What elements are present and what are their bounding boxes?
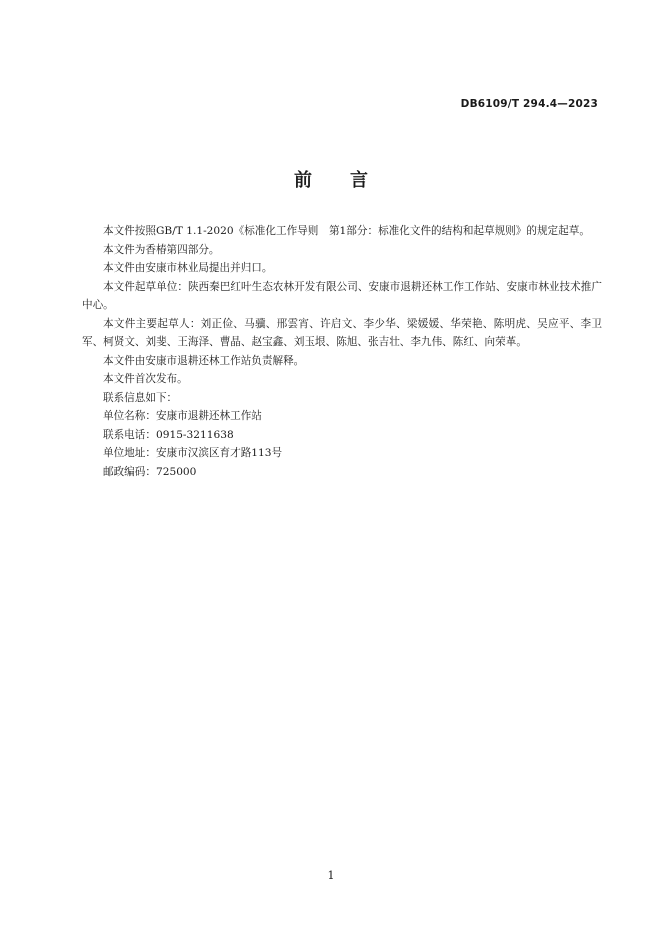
document-code: DB6109/T 294.4—2023	[460, 98, 598, 110]
paragraph-first-release: 本文件首次发布。	[103, 373, 188, 385]
paragraph-drafting-basis: 本文件按照GB/T 1.1-2020《标准化工作导则 第1部分：标准化文件的结构和起草规则》的规定起草。	[103, 225, 590, 237]
paragraph-part: 本文件为香椿第四部分。	[103, 243, 220, 256]
paragraph-proposer: 本文件由安康市林业局提出并归口。	[103, 262, 273, 274]
paragraph-contact-intro: 联系信息如下：	[103, 391, 178, 404]
paragraph-drafting-units: 本文件起草单位：陕西秦巴红叶生态农林开发有限公司、安康市退耕还林工作工作站、安康市林业技术推广中心。	[82, 280, 602, 311]
title-char-2: 言	[350, 170, 368, 191]
paragraph-drafters: 本文件主要起草人：刘正俭、马骥、邢雲宵、许启文、李少华、梁媛媛、华荣艳、陈明虎、吴应平、李卫军、柯贤文、刘斐、王海泽、曹晶、赵宝鑫、刘玉垠、陈旭、张吉壮、李九伟、陈红、向荣革。	[82, 317, 602, 348]
title-char-1: 前	[294, 170, 312, 191]
contact-address: 单位地址：安康市汉滨区育才路113号	[103, 447, 283, 459]
page-number: 1	[327, 869, 335, 882]
paragraph-interpretation: 本文件由安康市退耕还林工作站负责解释。	[103, 354, 305, 367]
contact-unit-name: 单位名称：安康市退耕还林工作站	[103, 410, 262, 422]
contact-postcode: 邮政编码：725000	[103, 465, 197, 478]
foreword-body	[82, 222, 602, 481]
page-title	[0, 166, 662, 192]
contact-phone: 联系电话：0915-3211638	[103, 428, 234, 441]
